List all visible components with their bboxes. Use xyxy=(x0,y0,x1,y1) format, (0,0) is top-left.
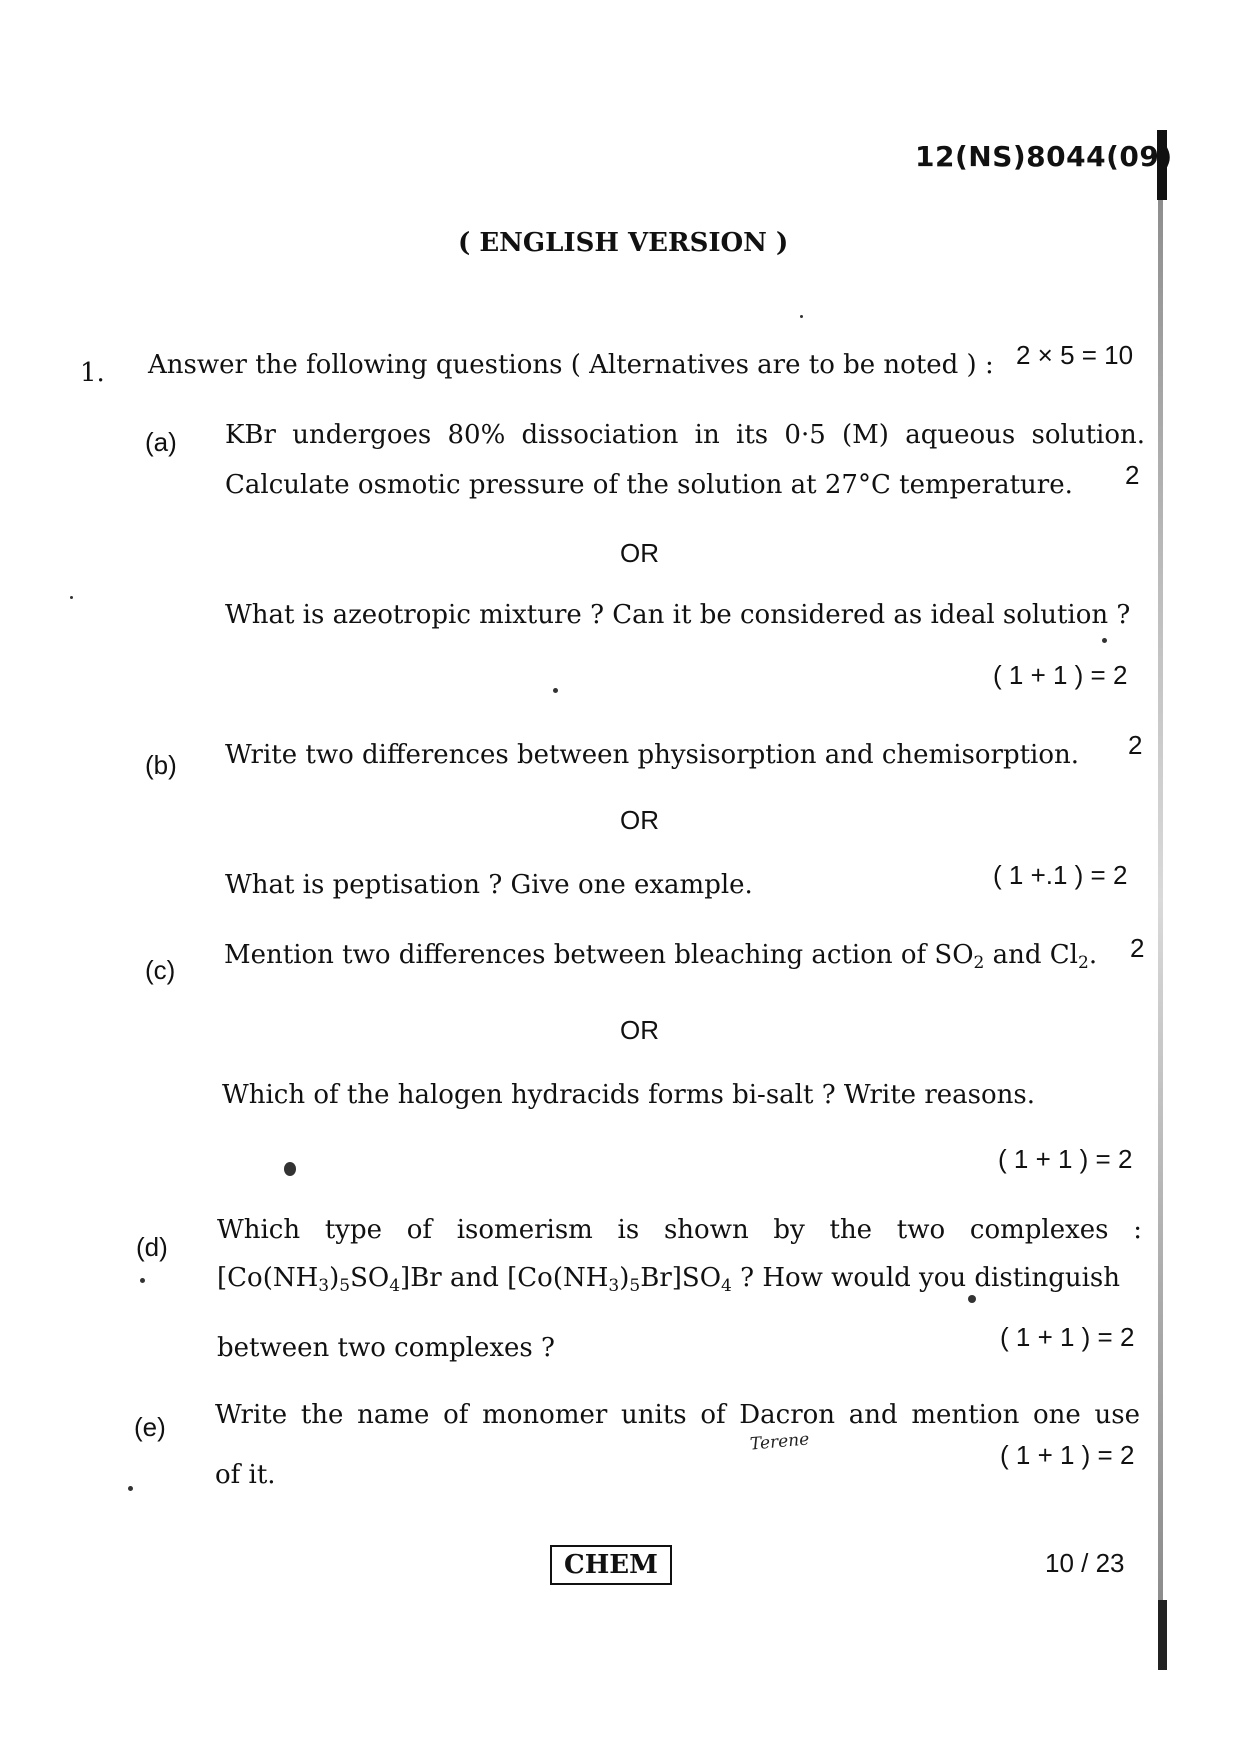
part-d-marks: ( 1 + 1 ) = 2 xyxy=(1000,1322,1135,1352)
part-a-line2: Calculate osmotic pressure of the solution at 27°C temperature. xyxy=(225,470,1073,500)
part-c-sub1: 2 xyxy=(973,953,985,973)
d-s2: 5 xyxy=(339,1276,351,1296)
d-c1d: ]Br and [Co(NH xyxy=(400,1263,609,1293)
part-d-label: (d) xyxy=(136,1232,168,1262)
version-title: ( ENGLISH VERSION ) xyxy=(458,228,789,258)
handwritten-note: Terene xyxy=(749,1429,811,1455)
part-c-sub2: 2 xyxy=(1078,953,1089,973)
d-s4: 3 xyxy=(608,1276,620,1296)
d-s5: 5 xyxy=(629,1276,641,1296)
question-number: 1. xyxy=(80,358,105,388)
d-c1b: ) xyxy=(329,1263,340,1293)
question-total-marks: 2 × 5 = 10 xyxy=(1016,340,1134,370)
part-c-end: . xyxy=(1088,940,1098,970)
part-b-line1: Write two differences between physisorption and chemisorption. xyxy=(225,740,1080,770)
question-instruction: Answer the following questions ( Alternatives are to be noted ) : xyxy=(148,350,994,380)
part-a-label: (a) xyxy=(145,427,177,457)
part-e-marks: ( 1 + 1 ) = 2 xyxy=(1000,1440,1135,1470)
part-a-text-1: KBr undergoes 80% dissociation in its 0·5 (M) aqueous solution. xyxy=(225,420,1145,450)
part-d-line1 xyxy=(217,1215,1142,1245)
scan-speck xyxy=(128,1486,133,1491)
scan-edge-mark-bottom xyxy=(1158,1600,1167,1670)
subject-box: CHEM xyxy=(550,1545,672,1585)
d-s3: 4 xyxy=(389,1276,401,1296)
part-e-line1 xyxy=(215,1400,1140,1430)
part-d-line2 xyxy=(217,1263,1121,1296)
part-d-text-1: Which type of isomerism is shown by the two complexes : xyxy=(217,1215,1142,1245)
part-c-and: and Cl xyxy=(984,940,1078,970)
page-number: 10 / 23 xyxy=(1045,1548,1125,1578)
part-b-or: OR xyxy=(620,805,659,835)
scan-speck xyxy=(553,688,558,693)
part-c-alt: Which of the halogen hydracids forms bi-salt ? Write reasons. xyxy=(222,1080,1035,1110)
d-c1c: SO xyxy=(350,1263,390,1293)
part-c-marks: 2 xyxy=(1130,933,1145,963)
part-c-text: Mention two differences between bleaching action of SO xyxy=(224,940,974,970)
part-b-alt: What is peptisation ? Give one example. xyxy=(225,870,753,900)
d-c1e: ) xyxy=(619,1263,630,1293)
scan-edge-shadow xyxy=(1158,130,1163,1670)
part-c-or: OR xyxy=(620,1015,659,1045)
part-a-line1 xyxy=(225,420,1145,450)
part-c-label: (c) xyxy=(145,955,176,985)
scan-speck xyxy=(140,1278,145,1283)
part-b-label: (b) xyxy=(145,750,177,780)
d-c1g: ? How would you distinguish xyxy=(731,1263,1121,1293)
d-c1a: [Co(NH xyxy=(217,1263,319,1293)
scan-speck xyxy=(800,315,803,318)
part-b-marks: 2 xyxy=(1128,730,1143,760)
d-c1f: Br]SO xyxy=(640,1263,722,1293)
part-a-alt: What is azeotropic mixture ? Can it be considered as ideal solution ? xyxy=(225,600,1131,630)
part-a-or: OR xyxy=(620,538,659,568)
part-e-text-1: Write the name of monomer units of Dacron and mention one use xyxy=(215,1400,1140,1430)
part-a-alt-marks: ( 1 + 1 ) = 2 xyxy=(993,660,1128,690)
scan-speck xyxy=(968,1295,976,1303)
d-s1: 3 xyxy=(318,1276,330,1296)
part-e-line2: of it. xyxy=(215,1460,276,1490)
part-a-marks: 2 xyxy=(1125,460,1140,490)
d-s6: 4 xyxy=(721,1276,732,1296)
scan-speck xyxy=(284,1162,296,1176)
paper-code: 12(NS)8044(09) xyxy=(915,140,1173,173)
part-d-line3: between two complexes ? xyxy=(217,1333,555,1363)
part-b-alt-marks: ( 1 +.1 ) = 2 xyxy=(993,860,1128,890)
part-e-label: (e) xyxy=(134,1412,166,1442)
scan-speck xyxy=(70,596,73,599)
scan-speck xyxy=(1102,638,1107,643)
part-c-alt-marks: ( 1 + 1 ) = 2 xyxy=(998,1144,1133,1174)
part-c-line1 xyxy=(224,940,1098,973)
